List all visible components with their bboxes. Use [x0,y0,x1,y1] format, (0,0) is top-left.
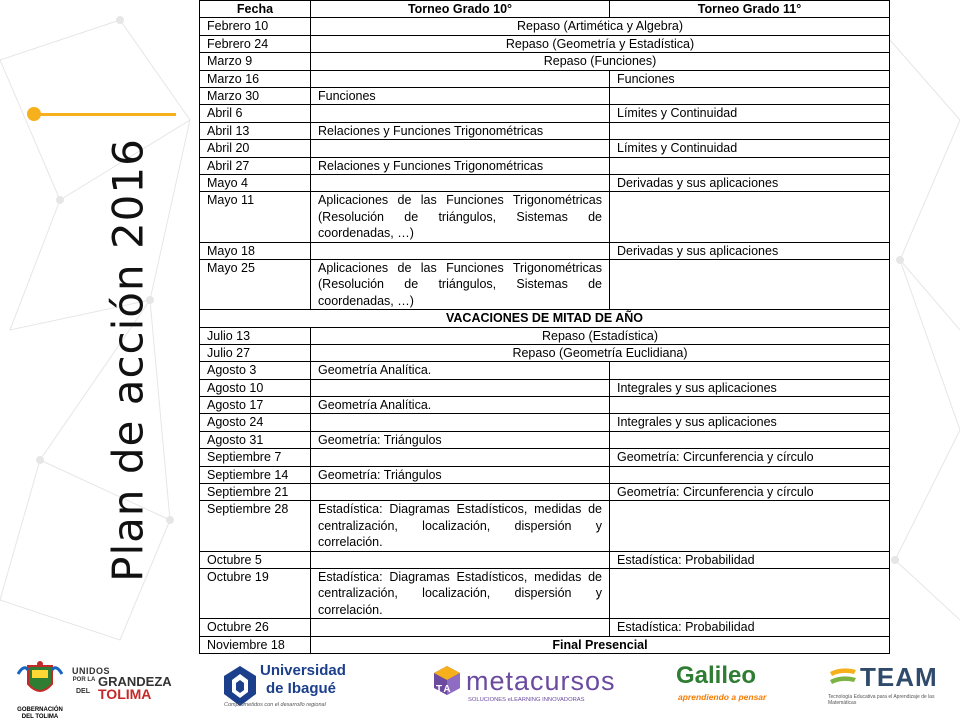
grade11-topic-cell [610,157,890,174]
shared-topic-cell: Repaso (Artimética y Algebra) [311,18,890,35]
grade10-topic-cell [311,379,610,396]
grade11-topic-cell [610,397,890,414]
date-cell: Agosto 24 [200,414,311,431]
table-row [200,174,890,191]
grade10-topic-cell [311,242,610,259]
grade11-topic-cell: Estadística: Probabilidad [610,551,890,568]
team-name: TEAM [860,662,938,692]
grade11-topic-cell: Límites y Continuidad [610,105,890,122]
shared-topic-cell: Repaso (Estadística) [311,327,890,344]
grade10-topic-cell: Aplicaciones de las Funciones Trigonométricas (Resolución de triángulos, Sistemas de coordenadas, …) [311,192,610,242]
grade10-topic-cell: Funciones [311,87,610,104]
table-row [200,157,890,174]
grade11-topic-cell: Funciones [610,70,890,87]
table-row [200,484,890,501]
unidos-line2: POR LA [72,677,96,683]
table-row [200,362,890,379]
unidos-line3: GRANDEZA [98,674,172,689]
grade10-topic-cell [311,140,610,157]
date-cell: Septiembre 14 [200,466,311,483]
grade10-topic-cell [311,414,610,431]
date-cell: Febrero 10 [200,18,311,35]
date-cell: Agosto 3 [200,362,311,379]
grade11-topic-cell [610,362,890,379]
team-logo [828,662,954,718]
grade11-topic-cell [610,259,890,309]
gobernacion-line2: DEL TOLIMA [21,714,59,720]
grade10-topic-cell [311,619,610,636]
table-row [200,379,890,396]
date-cell: Agosto 31 [200,431,311,448]
table-row [200,35,890,52]
grade10-topic-cell: Geometría Analítica. [311,397,610,414]
grade11-topic-cell [610,192,890,242]
galileo-tagline: aprendiendo a pensar [678,692,767,702]
table-row [200,397,890,414]
slide-title: Plan de acción 2016 [103,138,153,582]
date-cell: Agosto 10 [200,379,311,396]
table-row [200,619,890,636]
grade10-topic-cell: Relaciones y Funciones Trigonométricas [311,157,610,174]
table-row [200,70,890,87]
grade11-topic-cell [610,122,890,139]
date-cell: Septiembre 28 [200,501,311,551]
table-row [200,636,890,653]
universidad-ibague-logo [222,662,346,718]
team-swoosh-icon [828,666,858,688]
grade11-topic-cell [610,431,890,448]
shared-topic-cell: Repaso (Geometría y Estadística) [311,35,890,52]
team-tagline: Tecnología Educativa para el Aprendizaje de las Matemáticas [828,694,935,706]
date-cell: Septiembre 21 [200,484,311,501]
grade11-topic-cell: Geometría: Circunferencia y círculo [610,449,890,466]
date-cell: Octubre 19 [200,569,311,619]
table-row [200,53,890,70]
unibague-tagline: Comprometidos con el desarrollo regional [224,702,326,708]
grade11-topic-cell: Derivadas y sus aplicaciones [610,174,890,191]
table-row [200,18,890,35]
table-row [200,327,890,344]
grade11-topic-cell: Estadística: Probabilidad [610,619,890,636]
table-header-row [200,1,890,18]
grade11-topic-cell: Integrales y sus aplicaciones [610,379,890,396]
grade10-topic-cell [311,105,610,122]
grade11-topic-cell: Integrales y sus aplicaciones [610,414,890,431]
table-row [200,431,890,448]
unidos-tolima-logo [72,666,172,706]
date-cell: Febrero 24 [200,35,311,52]
date-cell: Marzo 30 [200,87,311,104]
date-cell: Marzo 9 [200,53,311,70]
grade10-topic-cell [311,174,610,191]
coat-of-arms-icon [14,660,66,702]
table-row [200,259,890,309]
table-row [200,192,890,242]
table-row [200,87,890,104]
grade11-topic-cell: Límites y Continuidad [610,140,890,157]
section-header-cell: VACACIONES DE MITAD DE AÑO [200,310,890,327]
date-cell: Noviembre 18 [200,636,311,653]
grade10-topic-cell [311,449,610,466]
accent-line [34,113,176,116]
date-cell: Octubre 26 [200,619,311,636]
date-cell: Mayo 4 [200,174,311,191]
table-row [200,466,890,483]
table-row [200,344,890,361]
header-grado-11: Torneo Grado 11° [610,1,890,18]
unibague-line2: de Ibagué [266,680,337,697]
shared-topic-cell: Final Presencial [311,636,890,653]
grade11-topic-cell: Geometría: Circunferencia y círculo [610,484,890,501]
date-cell: Marzo 16 [200,70,311,87]
grade10-topic-cell [311,70,610,87]
date-cell: Abril 20 [200,140,311,157]
date-cell: Abril 13 [200,122,311,139]
grade10-topic-cell: Geometría: Triángulos [311,431,610,448]
table-row [200,105,890,122]
table-row [200,310,890,327]
grade10-topic-cell: Geometría Analítica. [311,362,610,379]
grade10-topic-cell: Estadística: Diagramas Estadísticos, medidas de centralización, localización, dispersión y correlación. [311,569,610,619]
date-cell: Abril 27 [200,157,311,174]
grade11-topic-cell [610,466,890,483]
table-row [200,140,890,157]
unidos-line1: UNIDOS [72,666,111,676]
date-cell: Agosto 17 [200,397,311,414]
date-cell: Julio 13 [200,327,311,344]
date-cell: Mayo 25 [200,259,311,309]
header-grado-10: Torneo Grado 10° [311,1,610,18]
grade10-topic-cell [311,484,610,501]
table-row [200,551,890,568]
grade10-topic-cell: Aplicaciones de las Funciones Trigonométricas (Resolución de triángulos, Sistemas de coordenadas, …) [311,259,610,309]
date-cell: Septiembre 7 [200,449,311,466]
date-cell: Julio 27 [200,344,311,361]
gobernacion-line1: GOBERNACIÓN [17,707,63,713]
unidos-line5: TOLIMA [98,686,152,702]
shared-topic-cell: Repaso (Geometría Euclidiana) [311,344,890,361]
date-cell: Octubre 5 [200,551,311,568]
grade11-topic-cell: Derivadas y sus aplicaciones [610,242,890,259]
grade11-topic-cell [610,501,890,551]
unidos-line4: DEL [76,688,90,695]
grade11-topic-cell [610,87,890,104]
date-cell: Mayo 11 [200,192,311,242]
metacursos-name: metacursos [466,666,616,696]
date-cell: Abril 6 [200,105,311,122]
table-row [200,414,890,431]
grade10-topic-cell: Estadística: Diagramas Estadísticos, medidas de centralización, localización, dispersión y correlación. [311,501,610,551]
grade11-topic-cell [610,569,890,619]
table-row [200,122,890,139]
metacursos-badge: TA [436,684,453,695]
table-row [200,569,890,619]
metacursos-logo [432,662,617,718]
galileo-name: Galileo [676,662,757,689]
unibague-line1: Universidad [260,662,346,679]
grade10-topic-cell [311,551,610,568]
metacursos-tagline: SOLUCIONES eLEARNING INNOVADORAS [468,697,585,703]
gobernacion-logo [14,660,66,720]
grade10-topic-cell: Geometría: Triángulos [311,466,610,483]
table-row [200,501,890,551]
grade10-topic-cell: Relaciones y Funciones Trigonométricas [311,122,610,139]
shared-topic-cell: Repaso (Funciones) [311,53,890,70]
table-row [200,449,890,466]
header-fecha: Fecha [200,1,311,18]
galileo-logo [672,662,772,718]
schedule-table [199,0,890,654]
table-row [200,242,890,259]
date-cell: Mayo 18 [200,242,311,259]
sponsor-logo-strip [0,660,960,720]
